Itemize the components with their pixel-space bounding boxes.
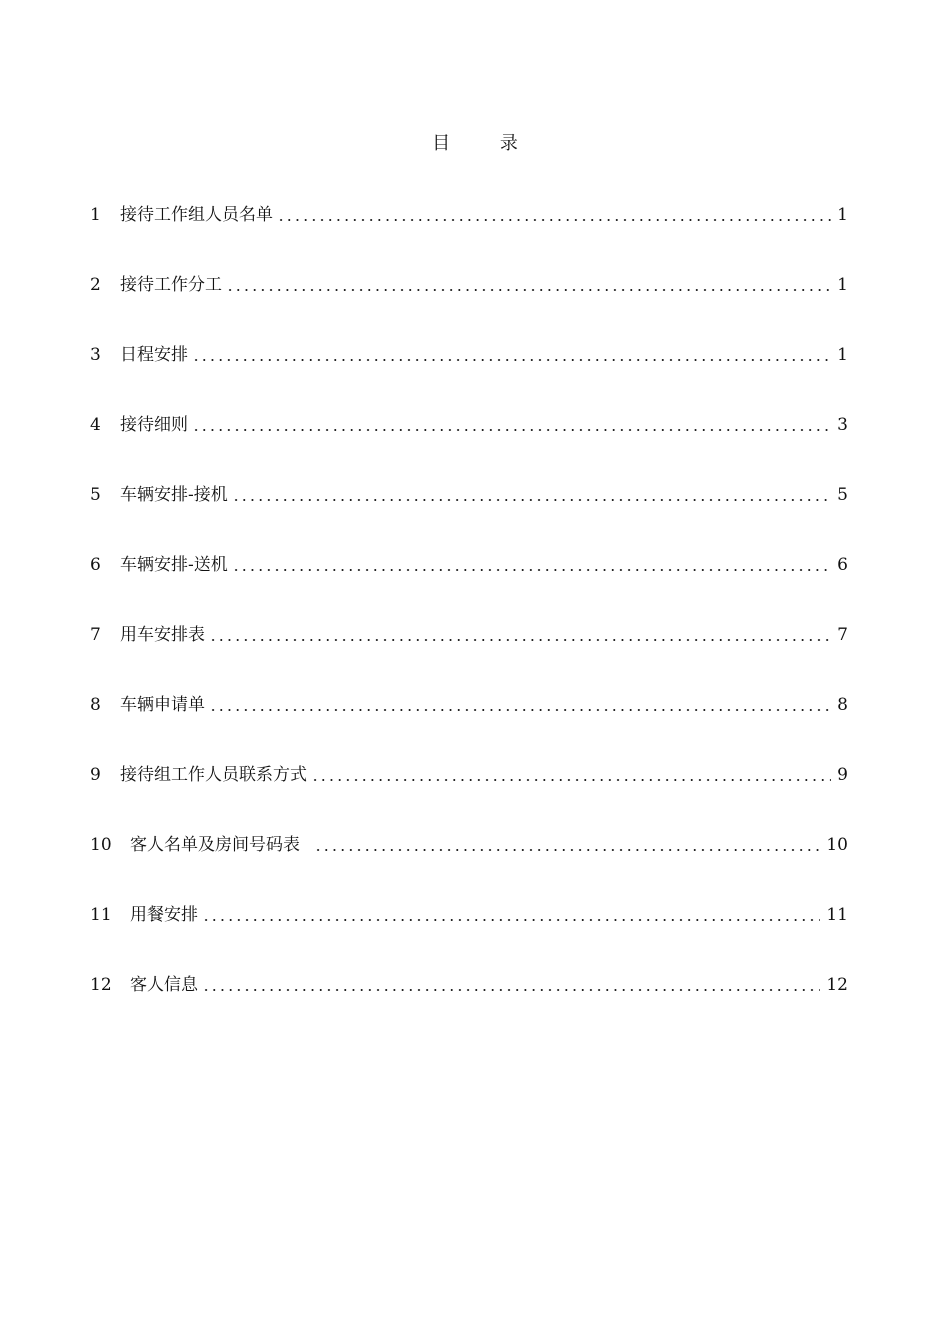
dot-leader (192, 413, 831, 437)
toc-entry-label: 车辆申请单 (120, 695, 205, 715)
toc-entry-label: 用车安排表 (120, 625, 205, 645)
toc-entry-label: 用餐安排 (130, 905, 198, 925)
toc-entry-number: 11 (90, 905, 112, 925)
toc-entry[interactable] (90, 623, 848, 647)
toc-entry[interactable] (90, 343, 848, 367)
toc-entry-label: 接待组工作人员联系方式 (120, 765, 307, 785)
toc-entry-page: 5 (837, 485, 848, 505)
toc-entry[interactable] (90, 203, 848, 227)
dot-leader (209, 693, 831, 717)
dot-leader (277, 203, 831, 227)
toc-entry-page: 7 (837, 625, 848, 645)
toc-entry-label: 车辆安排-接机 (120, 485, 228, 505)
toc-entry-number: 1 (90, 205, 101, 225)
toc-entry-number: 10 (90, 835, 112, 855)
toc-title: 目 录 (432, 133, 540, 154)
dot-leader (232, 483, 831, 507)
dot-leader (311, 763, 831, 787)
toc-entry[interactable] (90, 973, 848, 997)
toc-entry-label: 车辆安排-送机 (120, 555, 228, 575)
toc-entry-page: 11 (826, 905, 848, 925)
dot-leader (209, 623, 831, 647)
toc-entry-page: 3 (837, 415, 848, 435)
toc-entry-number: 8 (90, 695, 101, 715)
toc-entry-number: 9 (90, 765, 101, 785)
dot-leader (202, 973, 820, 997)
toc-entry-page: 10 (826, 835, 848, 855)
toc-entry[interactable] (90, 903, 848, 927)
toc-entry-label: 客人信息 (130, 975, 198, 995)
toc-entry-label: 客人名单及房间号码表 (130, 835, 300, 855)
toc-entry[interactable] (90, 763, 848, 787)
toc-entry[interactable] (90, 553, 848, 577)
toc-entry-page: 8 (837, 695, 848, 715)
toc-entry[interactable] (90, 483, 848, 507)
toc-entry-label: 接待细则 (120, 415, 188, 435)
toc-entry[interactable] (90, 833, 848, 857)
toc-entry-number: 7 (90, 625, 101, 645)
toc-entry-number: 12 (90, 975, 112, 995)
dot-leader (314, 833, 820, 857)
dot-leader (192, 343, 831, 367)
toc-entry-label: 接待工作组人员名单 (120, 205, 273, 225)
toc-entry-number: 5 (90, 485, 101, 505)
toc-entry-label: 接待工作分工 (120, 275, 222, 295)
toc-entry[interactable] (90, 273, 848, 297)
toc-entry-label: 日程安排 (120, 345, 188, 365)
toc-entry[interactable] (90, 413, 848, 437)
dot-leader (202, 903, 820, 927)
toc-entry-page: 6 (837, 555, 848, 575)
toc-entry-page: 12 (826, 975, 848, 995)
toc-entry-number: 4 (90, 415, 101, 435)
dot-leader (232, 553, 831, 577)
toc-entry-page: 1 (837, 205, 848, 225)
toc-entry-number: 6 (90, 555, 101, 575)
toc-entry-number: 3 (90, 345, 101, 365)
toc-entry-page: 9 (837, 765, 848, 785)
dot-leader (226, 273, 831, 297)
toc-entry-number: 2 (90, 275, 101, 295)
toc-entry-page: 1 (837, 345, 848, 365)
toc-entry-page: 1 (837, 275, 848, 295)
toc-entry[interactable] (90, 693, 848, 717)
